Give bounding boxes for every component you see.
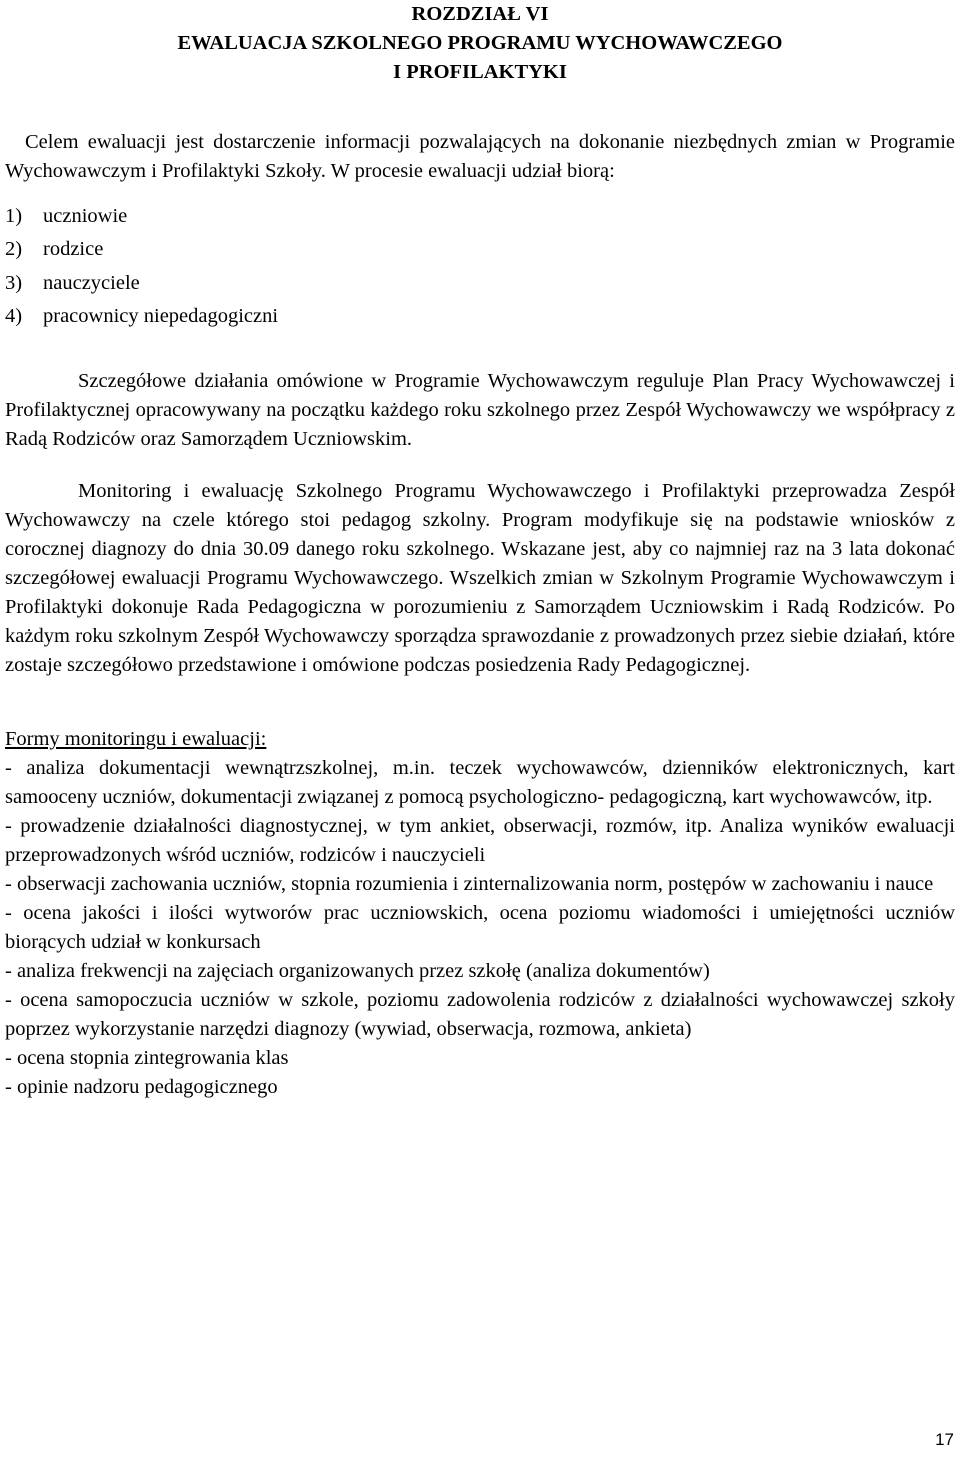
forms-heading: Formy monitoringu i ewaluacji:	[5, 728, 267, 751]
list-item: 1) uczniowie	[5, 205, 128, 227]
list-item: 3) nauczyciele	[5, 271, 140, 294]
list-item: - obserwacji zachowania uczniów, stopnia rozumienia i zinternalizowania norm, postępów w zachowaniu i nauce	[5, 873, 934, 896]
list-item: - opinie nadzoru pedagogicznego	[5, 1076, 278, 1099]
list-item: - ocena stopnia zintegrowania klas	[5, 1047, 289, 1070]
list-item: 4) pracownicy niepedagogiczni	[5, 304, 279, 327]
list-item: - prowadzenie działalności diagnostycznej, w tym ankiet, obserwacji, rozmów, itp. Analiza wyników ewaluacji przeprowadzonych wśród uczniów, rodziców i nauczycieli	[5, 815, 955, 867]
chapter-title-line1: EWALUACJA SZKOLNEGO PROGRAMU WYCHOWAWCZEGO	[177, 32, 783, 54]
list-item: 2) rodzice	[5, 238, 104, 261]
chapter-number: ROZDZIAŁ VI	[411, 3, 549, 25]
list-item: - analiza dokumentacji wewnątrzszkolnej, m.in. teczek wychowawców, dzienników elektronicznych, kart samooceny uczniów, dokumentacji związanej z pomocą psychologiczno- pedagogiczną, kart wychowawców, itp.	[5, 757, 955, 809]
paragraph-plan: Szczegółowe działania omówione w Programie Wychowawczym reguluje Plan Pracy Wychowawczej i Profilaktycznej opracowywany na początku każdego roku szkolnego przez Zespół Wychowawczy we współpracy z Radą Rodziców oraz Samorządem Uczniowskim.	[5, 370, 955, 451]
document-page	[5, 0, 955, 1102]
participants-list	[5, 200, 955, 333]
list-item: - ocena samopoczucia uczniów w szkole, poziomu zadowolenia rodziców z działalności wychowawczej szkoły poprzez wykorzystanie narzędzi diagnozy (wywiad, obserwacja, rozmowa, ankieta)	[5, 989, 955, 1041]
list-item: - analiza frekwencji na zajęciach organizowanych przez szkołę (analiza dokumentów)	[5, 960, 710, 983]
paragraph-monitoring: Monitoring i ewaluację Szkolnego Programu Wychowawczego i Profilaktyki przeprowadza Zespół Wychowawczy na czele którego stoi pedagog szkolny. Program modyfikuje się na podstawie wniosków z corocznej diagnozy do dnia 30.09 danego roku szkolnego. Wskazane jest, aby co najmniej raz na 3 lata dokonać szczegółowej ewaluacji Programu Wychowawczego. Wszelkich zmian w Szkolnym Programie Wychowawczym i Profilaktyki dokonuje Rada Pedagogiczna w porozumieniu z Samorządem Uczniowskim i Radą Rodziców. Po każdym roku szkolnym Zespół Wychowawczy sporządza sprawozdanie z prowadzonych przez siebie działań, które zostaje szczegółowo przedstawione i omówione podczas posiedzenia Rady Pedagogicznej.	[5, 480, 955, 677]
chapter-title-line2: I PROFILAKTYKI	[393, 61, 567, 83]
chapter-heading	[5, 0, 955, 87]
intro-paragraph: Celem ewaluacji jest dostarczenie informacji pozwalających na dokonanie niezbędnych zmian w Programie Wychowawczym i Profilaktyki Szkoły. W procesie ewaluacji udział biorą:	[5, 131, 955, 182]
list-item: - ocena jakości i ilości wytworów prac uczniowskich, ocena poziomu wiadomości i umiejętności uczniów biorących udział w konkursach	[5, 902, 955, 954]
page-number: 17	[935, 1430, 954, 1449]
